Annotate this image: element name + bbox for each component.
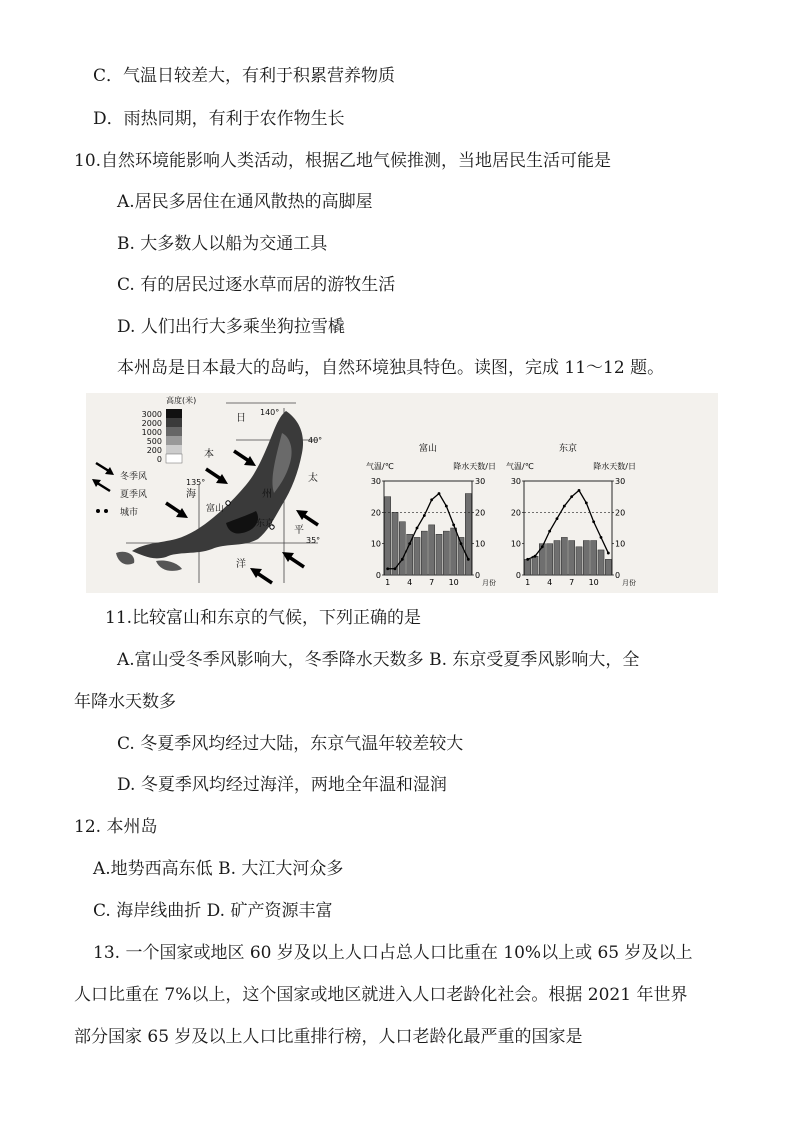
temperature-point: [570, 495, 573, 498]
q13-stem-line2: 人口比重在 7%以上，这个国家或地区就进入人口老龄化社会。根据 2021 年世界: [74, 985, 688, 1005]
legend-city-dot: [104, 509, 108, 513]
precip-bar: [532, 556, 538, 575]
city-label-toyama: 富山: [206, 504, 225, 514]
japan-map-figure: [86, 393, 718, 593]
x-tick-label: 10: [588, 578, 599, 587]
summer-monsoon-legend-icon: [92, 479, 110, 491]
x-tick-label: 1: [385, 578, 391, 587]
y-tick-label-left: 20: [510, 508, 521, 518]
elevation-legend-title: 高度(米): [166, 396, 197, 405]
x-tick-label: 7: [429, 578, 435, 587]
right-axis-label: 降水天数/日: [453, 462, 496, 471]
q10-stem: 10.自然环境能影响人类活动，根据乙地气候推测，当地居民生活可能是: [74, 151, 612, 171]
temperature-point: [430, 498, 433, 501]
y-tick-label-right: 10: [615, 539, 626, 549]
x-axis-label: 月份: [482, 579, 496, 587]
temperature-point: [408, 542, 411, 545]
map-label-tai: 太: [308, 473, 318, 484]
x-tick-label: 4: [547, 578, 553, 587]
q11-option-c: C. 冬夏季风均经过大陆，东京气温年较差较大: [117, 734, 464, 754]
honshu-map: [86, 393, 372, 593]
y-tick-label-left: 20: [370, 508, 381, 518]
precip-bar: [539, 544, 545, 575]
q13-stem-line1: 13. 一个国家或地区 60 岁及以上人口占总人口比重在 10%以上或 65 岁及以上: [93, 943, 693, 963]
y-tick-label-right: 0: [615, 571, 621, 580]
temperature-point: [592, 520, 595, 523]
temperature-point: [607, 552, 610, 555]
precip-bar: [605, 559, 611, 575]
temperature-point: [585, 502, 588, 505]
y-tick-label-right: 0: [475, 571, 481, 580]
elevation-level: 1000: [141, 428, 162, 437]
precip-bar: [598, 550, 604, 575]
precip-bar: [547, 544, 553, 575]
right-axis-label: 降水天数/日: [593, 462, 636, 471]
temperature-point: [563, 505, 566, 508]
map-label-zhou: 州: [262, 489, 272, 500]
y-tick-label-left: 30: [510, 477, 521, 486]
precip-bar: [429, 525, 435, 575]
precip-bar: [385, 497, 391, 575]
map-label-hai: 海: [186, 489, 196, 500]
q11-12-intro: 本州岛是日本最大的岛屿，自然环境独具特色。读图，完成 11～12 题。: [117, 358, 665, 378]
latitude-35-label: 35°: [306, 536, 321, 545]
temperature-point: [578, 489, 581, 492]
precip-bar: [443, 531, 449, 575]
y-tick-label-right: 30: [615, 477, 626, 486]
temperature-point: [600, 536, 603, 539]
y-tick-label-right: 10: [475, 539, 486, 549]
summer-monsoon-arrow: [282, 552, 304, 567]
legend-winter-label: 冬季风: [120, 472, 148, 482]
q12-options-ab: A.地势西高东低 B. 大江大河众多: [93, 859, 344, 879]
precip-bar: [554, 541, 560, 575]
latitude-40-label: 40°: [308, 436, 323, 445]
temperature-point: [423, 514, 426, 517]
temperature-point: [548, 530, 551, 533]
q10-option-d: D. 人们出行大多乘坐狗拉雪橇: [117, 317, 345, 337]
x-tick-label: 1: [525, 578, 531, 587]
q10-option-b: B. 大多数人以船为交通工具: [117, 234, 328, 254]
q11-option-d: D. 冬夏季风均经过海洋，两地全年温和湿润: [117, 775, 447, 795]
winter-monsoon-arrow: [234, 451, 256, 466]
x-tick-label: 10: [448, 578, 459, 587]
tokyo-climate-chart: [506, 441, 636, 591]
q10-option-c: C. 有的居民过逐水草而居的游牧生活: [117, 275, 396, 295]
temperature-point: [386, 567, 389, 570]
precip-bar: [591, 541, 597, 575]
map-label-ping: 平: [294, 525, 304, 536]
precip-bar: [421, 531, 427, 575]
q12-options-cd: C. 海岸线曲折 D. 矿产资源丰富: [93, 901, 333, 921]
temperature-point: [541, 545, 544, 548]
q9-option-d: D．雨热同期，有利于农作物生长: [93, 109, 345, 129]
elevation-level: 0: [156, 455, 162, 464]
longitude-135-label: 135°: [186, 478, 206, 487]
temperature-point: [401, 558, 404, 561]
precip-bar: [399, 522, 405, 575]
x-tick-label: 7: [569, 578, 575, 587]
elevation-level: 2000: [141, 419, 162, 428]
y-tick-label-right: 20: [615, 508, 626, 518]
elevation-legend: [166, 409, 182, 463]
precip-bar: [576, 547, 582, 575]
kyushu-island: [116, 552, 134, 565]
precip-bar: [569, 541, 575, 575]
summer-monsoon-arrow: [250, 568, 272, 583]
q11-stem: 11.比较富山和东京的气候，下列正确的是: [105, 608, 422, 628]
y-tick-label-left: 30: [370, 477, 381, 486]
temperature-point: [445, 505, 448, 508]
precip-bar: [465, 494, 471, 575]
x-axis-label: 月份: [622, 579, 636, 587]
q12-stem: 12. 本州岛: [74, 817, 158, 837]
legend-summer-label: 夏季风: [120, 490, 148, 500]
y-tick-label-left: 10: [510, 539, 521, 549]
chart-title: 富山: [418, 444, 438, 454]
shikoku-island: [156, 560, 182, 570]
q13-stem-line3: 部分国家 65 岁及以上人口比重排行榜，人口老龄化最严重的国家是: [74, 1027, 583, 1047]
temperature-point: [394, 567, 397, 570]
winter-monsoon-arrow: [166, 503, 188, 518]
city-label-tokyo: 东京: [256, 519, 275, 529]
temperature-point: [556, 517, 559, 520]
temperature-point: [467, 558, 470, 561]
temperature-point: [534, 555, 537, 558]
legend-city-label: 城市: [120, 508, 139, 518]
precip-bar: [436, 534, 442, 575]
elevation-level: 3000: [141, 410, 162, 419]
map-label-ben: 本: [204, 449, 214, 460]
y-tick-label-right: 30: [475, 477, 486, 486]
temperature-point: [438, 492, 441, 495]
elevation-level: 200: [146, 446, 162, 455]
q11-option-b-continued: 年降水天数多: [74, 692, 176, 712]
precip-bar: [525, 559, 531, 575]
y-tick-label-right: 20: [475, 508, 486, 518]
elevation-level: 500: [146, 437, 162, 446]
map-label-yang: 洋: [236, 559, 246, 570]
chart-title: 东京: [558, 444, 578, 454]
winter-monsoon-arrow: [206, 469, 228, 484]
precip-bar: [451, 528, 457, 575]
legend-city-dot: [96, 509, 100, 513]
q11-options-ab: A.富山受冬季风影响大，冬季降水天数多 B. 东京受夏季风影响大，全: [117, 650, 640, 670]
temperature-point: [416, 527, 419, 530]
y-tick-label-left: 10: [370, 539, 381, 549]
longitude-140-label: 140°: [260, 408, 280, 417]
y-tick-label-left: 0: [375, 571, 381, 580]
winter-monsoon-legend-icon: [96, 463, 114, 475]
left-axis-label: 气温/℃: [366, 462, 394, 471]
precip-bar: [583, 541, 589, 575]
precip-bar: [414, 537, 420, 575]
summer-monsoon-arrow: [296, 510, 318, 525]
q9-option-c: C．气温日较差大，有利于积累营养物质: [93, 66, 396, 86]
x-tick-label: 4: [407, 578, 413, 587]
left-axis-label: 气温/℃: [506, 462, 534, 471]
temperature-point: [526, 558, 529, 561]
map-label-ri: 日: [236, 413, 246, 424]
toyama-climate-chart: [366, 441, 496, 591]
y-tick-label-left: 0: [515, 571, 521, 580]
temperature-point: [460, 542, 463, 545]
toyama-city-dot: [226, 501, 230, 505]
q10-option-a: A.居民多居住在通风散热的高脚屋: [117, 192, 373, 212]
precip-bar: [561, 537, 567, 575]
temperature-point: [452, 523, 455, 526]
